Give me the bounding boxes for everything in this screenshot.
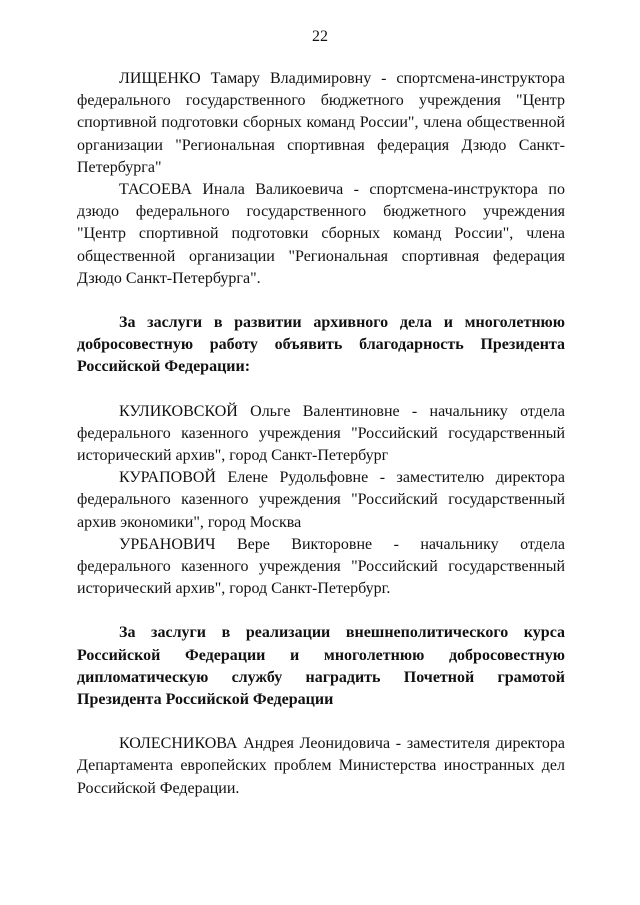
awardee-paragraph: УРБАНОВИЧ Вере Викторовне - начальнику отдела федерального казенного учреждения "Российский государственный исторический архив", город Санкт-Петербург. [77, 535, 565, 598]
section-spacer [77, 711, 565, 733]
awardee-paragraph: ЛИЩЕНКО Тамару Владимировну - спортсмена-инструктора федерального государственного бюджетного учреждения "Центр спортивной подготовки сборных команд России", члена общественной организации "Региональная спортивная федерация Дзюдо Санкт-Петербурга" [77, 70, 565, 176]
awardee-paragraph: КУЛИКОВСКОЙ Ольге Валентиновне - начальнику отдела федерального казенного учреждения "Российский государственный исторический архив", город Санкт-Петербург [77, 402, 565, 465]
awardee-paragraph: ТАСОЕВА Инала Валикоевича - спортсмена-инструктора по дзюдо федерального государственного бюджетного учреждения "Центр спортивной подготовки сборных команд России", члена общественной организации "Региональная спортивная федерация Дзюдо Санкт-Петербурга". [77, 181, 565, 287]
awardee-paragraph: КУРАПОВОЙ Елене Рудольфовне - заместителю директора федерального казенного учреждения "Российский государственный архив экономики", город Москва [77, 469, 565, 531]
page-number: 22 [312, 28, 328, 45]
document-body [77, 68, 565, 800]
section-spacer [77, 379, 565, 401]
awardee-paragraph: КОЛЕСНИКОВА Андрея Леонидовича - заместителя директора Департамента европейских проблем Министерства иностранных дел Российской Федерации. [77, 735, 565, 797]
section-heading: За заслуги в реализации внешнеполитического курса Российской Федерации и многолетнюю добросовестную дипломатическую службу наградить Почетной грамотой Президента Российской Федерации [77, 624, 565, 709]
section-spacer [77, 600, 565, 622]
section-heading: За заслуги в развитии архивного дела и многолетнюю добросовестную работу объявить благодарность Президента Российской Федерации: [77, 314, 565, 376]
section-spacer [77, 290, 565, 312]
